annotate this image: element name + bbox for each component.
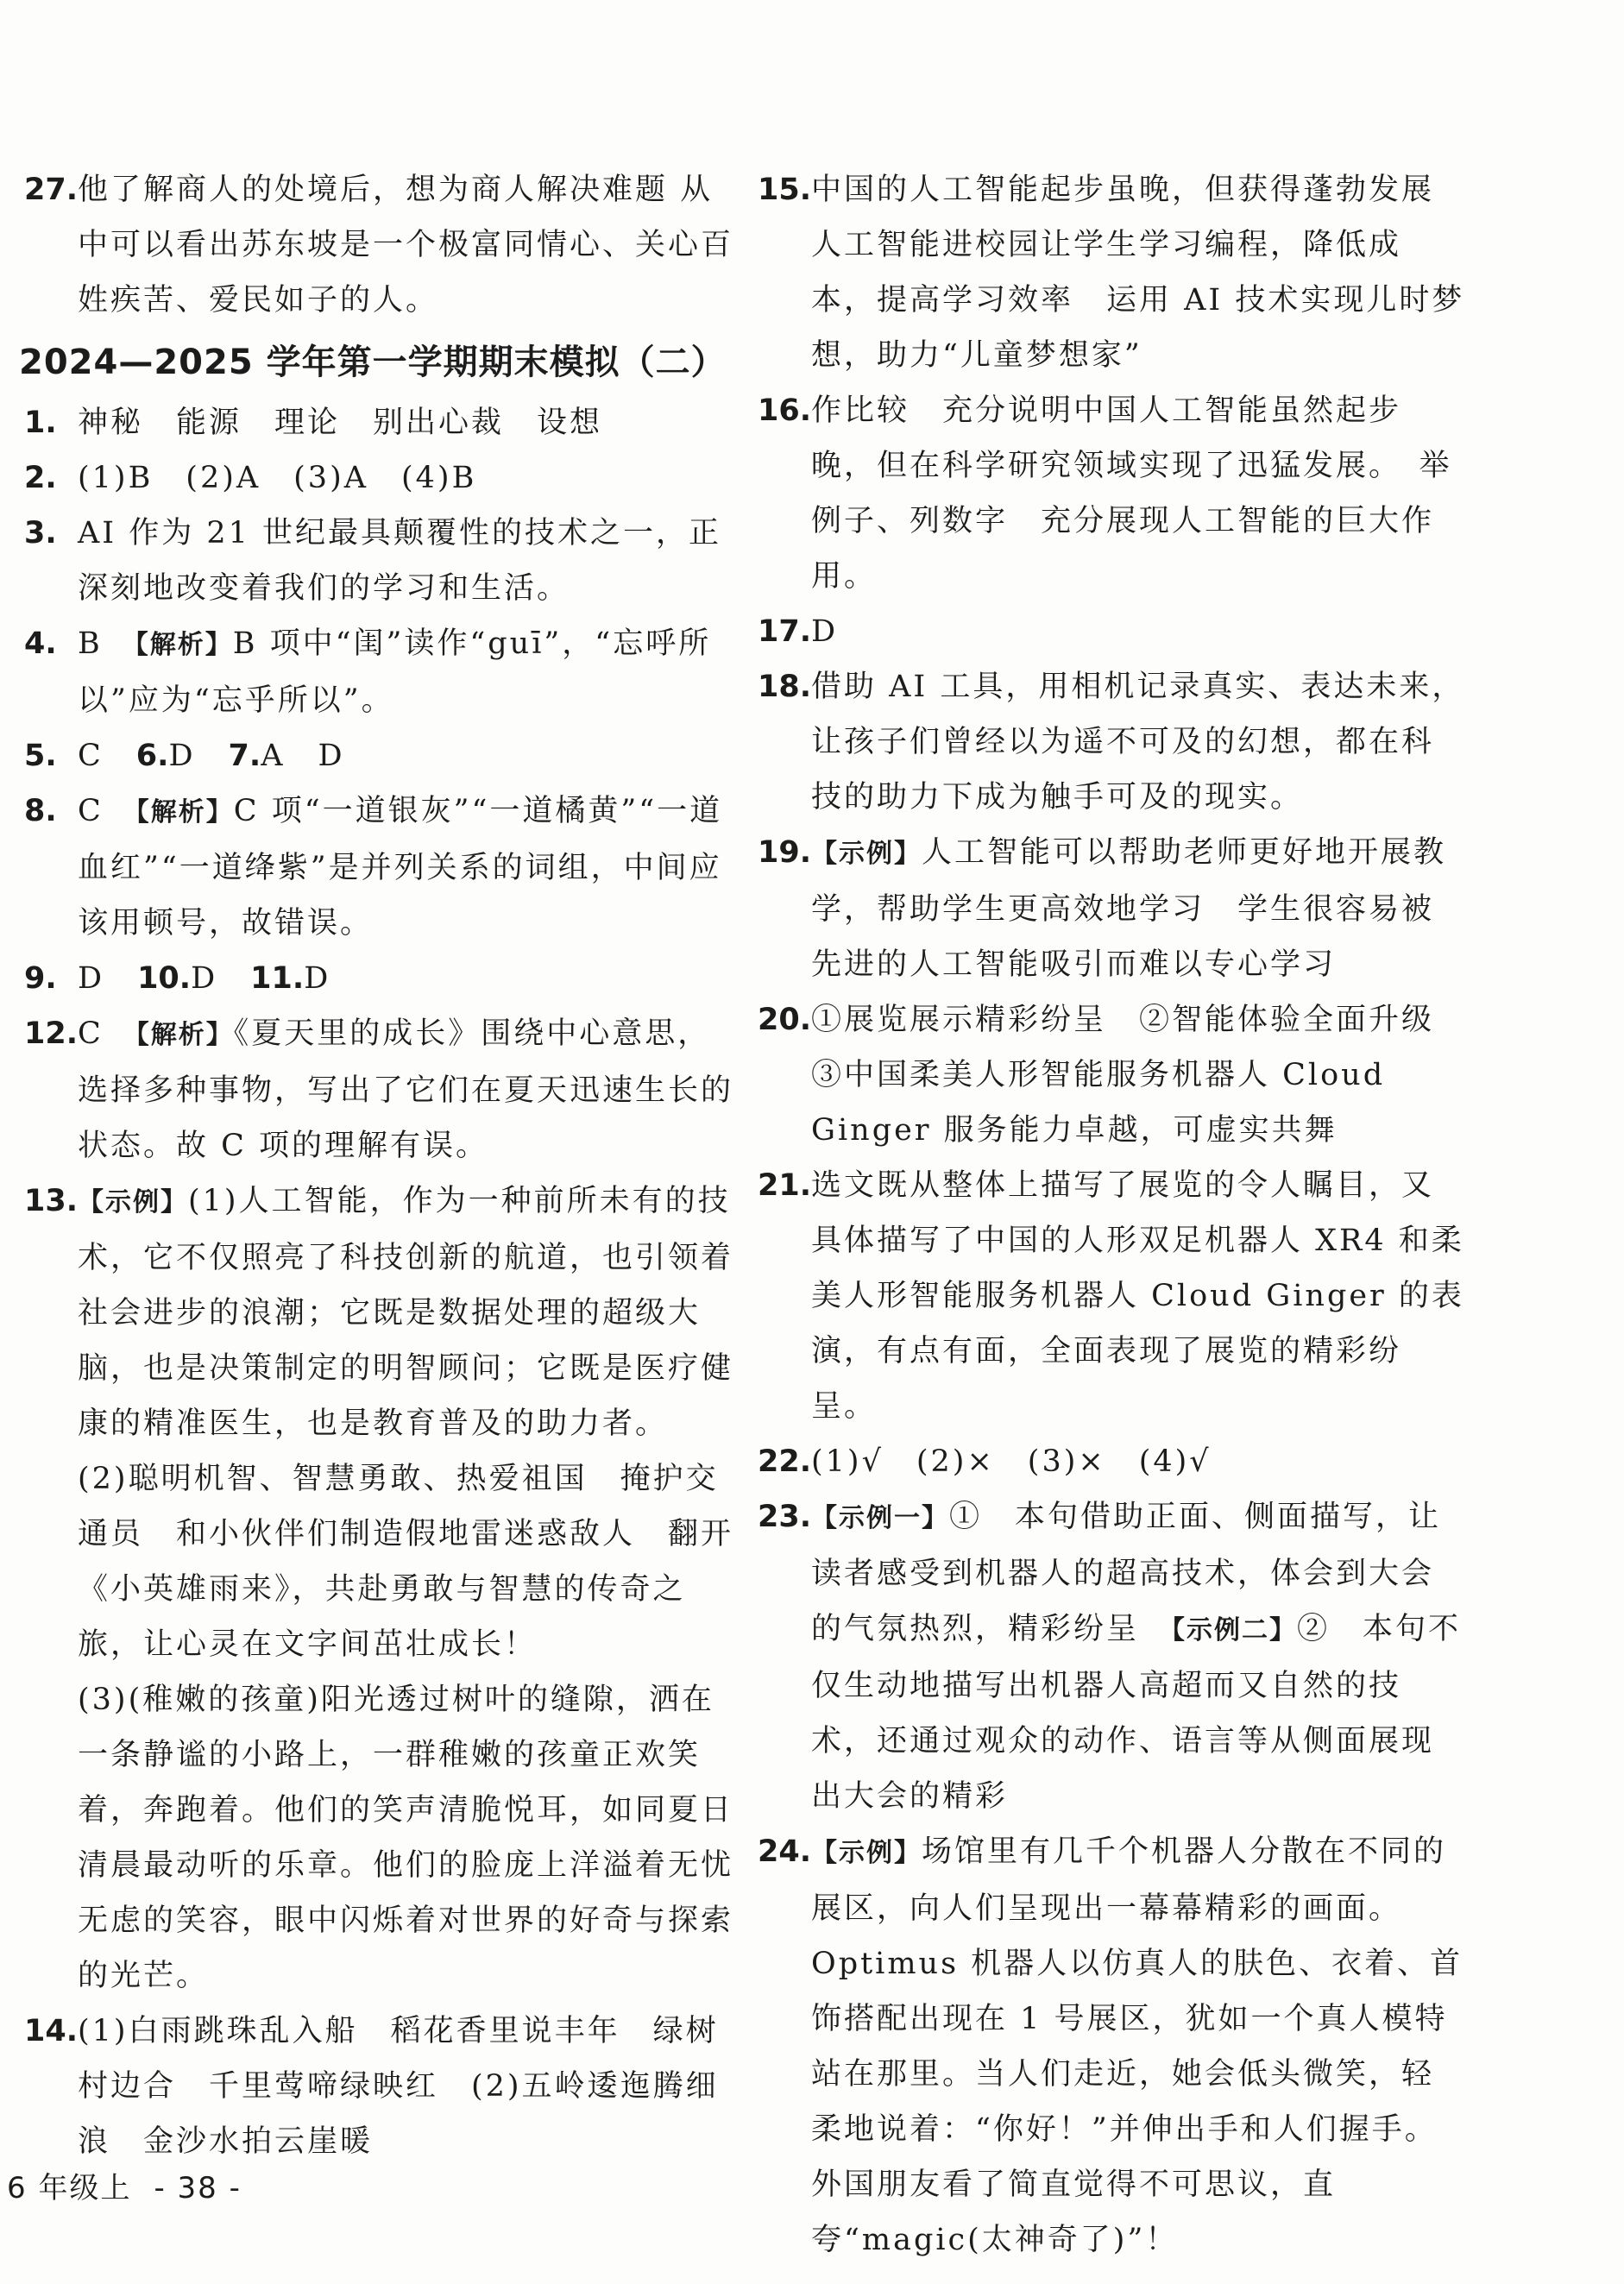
right-column (758, 162, 1468, 2268)
answers-9-11: 9. D 10.D 11.D (24, 961, 331, 996)
page-number: - 38 - (154, 2171, 242, 2205)
example-two-tag: 【示例二】 (1172, 1615, 1298, 1645)
answer-1: 1. 神秘 能源 理论 别出心裁 设想 (24, 406, 603, 440)
analysis-tag: 【解析】 (135, 630, 233, 660)
answer-19: 19.【示例】人工智能可以帮助老师更好地开展教学，帮助学生更高效地学习 学生很容易被先进的人工智能吸引而难以专心学习 (758, 835, 1447, 982)
answers-5-7: 5. C 6.D 7.A D (24, 739, 345, 773)
answer-12: 12.C 【解析】《夏天里的成长》围绕中心意思，选择多种事物，写出了它们在夏天迅速生长的状态。故 C 项的理解有误。 (24, 1016, 734, 1163)
answer-13: 13.【示例】(1)人工智能，作为一种前所未有的技术，它不仅照亮了科技创新的航道，也引领着社会进步的浪潮；它既是数据处理的超级大脑，也是决策制定的明智顾问；它既是医疗健康的精准医生，也是教育普及的助力者。 (2)聪明机智、智慧勇敢、热爱祖国 掩护交通员 和小伙伴们制造假地雷迷惑敌人 翻开《小英雄雨来》，共赴勇敢与智慧的传奇之旅，让心灵在文字间茁壮成长！ (3)(稚嫩的孩童)阳光透过树叶的缝隙，洒在一条静谧的小路上，一群稚嫩的孩童正欢笑着，奔跑着。他们的笑声清脆悦耳，如同夏日清晨最动听的乐章。他们的脸庞上洋溢着无忧无虑的笑容，眼中闪烁着对世界的好奇与探索的光芒。 (24, 1184, 734, 1993)
answer-20: 20.①展览展示精彩纷呈 ②智能体验全面升级 ③中国柔美人形智能服务机器人 Cloud Ginger 服务能力卓越，可虚实共舞 (758, 1003, 1468, 1148)
section-title: 2024—2025 学年第一学期期末模拟（二） (19, 343, 727, 382)
analysis-tag: 【解析】 (135, 1020, 234, 1050)
answer-2: 2. (1)B (2)A (3)A (4)B (24, 461, 477, 495)
example-tag: 【示例】 (811, 839, 922, 869)
answer-16: 16.作比较 充分说明中国人工智能虽然起步晚，但在科学研究领域实现了迅猛发展。 举例子、列数字 充分展现人工智能的巨大作用。 (758, 393, 1452, 594)
left-column (19, 162, 736, 2169)
example-one-tag: 【示例一】 (811, 1503, 949, 1533)
answer-4: 4. B 【解析】B 项中“闺”读作“guī”，“忘呼所以”应为“忘乎所以”。 (24, 626, 712, 718)
example-tag: 【示例】 (811, 1838, 922, 1868)
answer-8: 8. C 【解析】C 项“一道银灰”“一道橘黄”“一道血红”“一道绛紫”是并列关系的词组，中间应该用顿号，故错误。 (24, 794, 723, 941)
example-tag: 【示例】 (78, 1187, 188, 1218)
answer-23: 23.【示例一】① 本句借助正面、侧面描写，让读者感受到机器人的超高技术，体会到大会的气氛热烈，精彩纷呈 【示例二】② 本句不仅生动地描写出机器人高超而又自然的技术，还通过观众的动作、语言等从侧面展现出大会的精彩 (758, 1500, 1462, 1814)
answer-21: 21.选文既从整体上描写了展览的令人瞩目，又具体描写了中国的人形双足机器人 XR4 和柔美人形智能服务机器人 Cloud Ginger 的表演，有点有面，全面表现了展览的精彩纷呈。 (758, 1168, 1464, 1424)
answer-3: 3. AI 作为 21 世纪最具颠覆性的技术之一，正深刻地改变着我们的学习和生活。 (24, 516, 722, 606)
answer-18: 18.借助 AI 工具，用相机记录真实、表达未来，让孩子们曾经以为遥不可及的幻想，都在科技的助力下成为触手可及的现实。 (758, 670, 1465, 815)
answer-15: 15.中国的人工智能起步虽晚，但获得蓬勃发展 人工智能进校园让学生学习编程，降低成本，提高学习效率 运用 AI 技术实现儿时梦想，助力“儿童梦想家” (758, 173, 1468, 373)
answer-22: 22.(1)√ (2)× (3)× (4)√ (758, 1444, 1212, 1479)
answer-24: 24.【示例】场馆里有几千个机器人分散在不同的展区，向人们呈现出一幕幕精彩的画面。Optimus 机器人以仿真人的肤色、衣着、首饰搭配出现在 1 号展区，犹如一个真人模特站在那里。当人们走近，她会低头微笑，轻柔地说着：“你好！”并伸出手和人们握手。外国朋友看了简直觉得不可思议，直夸“magic(太神奇了)”！ (758, 1834, 1463, 2257)
answer-14: 14.(1)白雨跳珠乱入船 稻花香里说丰年 绿树村边合 千里莺啼绿映红 (2)五岭逶迤腾细浪 金沙水拍云崖暖 (24, 2014, 719, 2159)
answer-27: 27.他了解商人的处境后，想为商人解决难题 从中可以看出苏东坡是一个极富同情心、关心百姓疾苦、爱民如子的人。 (24, 173, 734, 318)
page-footer (7, 2164, 264, 2206)
analysis-tag: 【解析】 (135, 797, 234, 827)
grade-label: 6 年级上 (7, 2171, 132, 2205)
answer-17: 17.D (758, 614, 839, 649)
